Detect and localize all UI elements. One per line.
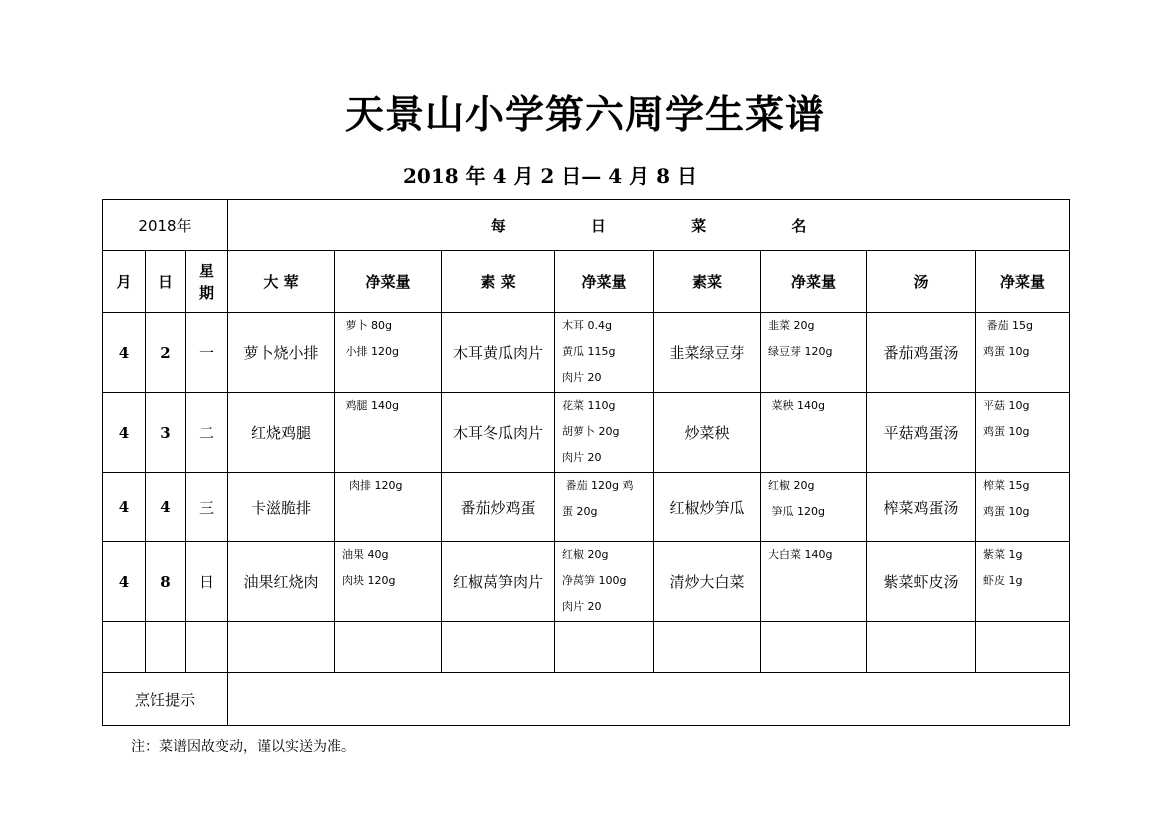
day-cell: 3 [146, 393, 186, 473]
cooking-tips-row [103, 673, 1070, 726]
main-dish-cell: 卡滋脆排 [228, 473, 335, 542]
page-title: 天景山小学第六周学生菜谱 [344, 93, 825, 138]
ingredient-line: 油果 40g [342, 548, 389, 561]
ingredient-line: 红椒 20g [768, 479, 815, 492]
veg1-dish-cell: 红椒莴笋肉片 [442, 542, 555, 622]
date-range: 2018 年 4 月 2 日— 4 月 8 日 [403, 164, 697, 188]
col-day: 日 [146, 251, 186, 313]
main-net-cell [335, 542, 442, 622]
weekday-cell: 三 [186, 473, 228, 542]
col-month: 月 [103, 251, 146, 313]
veg2-net-cell [761, 542, 867, 622]
main-net-cell [335, 473, 442, 542]
day-cell: 4 [146, 473, 186, 542]
soup-net-cell [976, 393, 1070, 473]
soup-net-cell [976, 542, 1070, 622]
footnote: 注：菜谱因故变动，谨以实送为准。 [131, 739, 355, 755]
weekday-cell: 日 [186, 542, 228, 622]
veg2-dish-cell: 清炒大白菜 [654, 542, 761, 622]
veg1-dish-cell: 番茄炒鸡蛋 [442, 473, 555, 542]
ingredient-line: 鸡腿 140g [342, 399, 399, 412]
col-weekday-label: 星 期 [198, 261, 214, 302]
soup-cell: 紫菜虾皮汤 [867, 542, 976, 622]
ingredient-line: 肉片 20 [562, 600, 602, 613]
ingredient-line: 胡萝卜 20g [562, 425, 620, 438]
day-cell: 2 [146, 313, 186, 393]
weekday-cell: 二 [186, 393, 228, 473]
veg2-dish-cell: 红椒炒笋瓜 [654, 473, 761, 542]
ingredient-line: 鸡蛋 10g [983, 345, 1030, 358]
table-row [103, 542, 1070, 622]
table-row [103, 393, 1070, 473]
veg1-net-cell [555, 393, 654, 473]
menu-table [102, 199, 1070, 726]
table-row [103, 313, 1070, 393]
ingredient-line: 肉块 120g [342, 574, 396, 587]
month-cell: 4 [103, 393, 146, 473]
ingredient-line: 榨菜 15g [983, 479, 1030, 492]
veg2-net-cell [761, 313, 867, 393]
daily-menu-header: 每 日 菜 名 [228, 200, 1070, 251]
col-veg-1: 素 菜 [442, 251, 555, 313]
soup-cell: 榨菜鸡蛋汤 [867, 473, 976, 542]
cooking-tips-label: 烹饪提示 [103, 673, 228, 726]
veg1-dish-cell: 木耳冬瓜肉片 [442, 393, 555, 473]
ingredient-line: 肉排 120g [342, 479, 403, 492]
soup-cell: 番茄鸡蛋汤 [867, 313, 976, 393]
col-net-3: 净菜量 [761, 251, 867, 313]
ingredient-line: 平菇 10g [983, 399, 1030, 412]
ingredient-line: 小排 120g [342, 345, 399, 358]
veg2-dish-cell: 韭菜绿豆芽 [654, 313, 761, 393]
col-soup: 汤 [867, 251, 976, 313]
ingredient-line: 红椒 20g [562, 548, 609, 561]
col-main-dish: 大 荤 [228, 251, 335, 313]
ingredient-line: 菜秧 140g [768, 399, 825, 412]
veg2-net-cell [761, 393, 867, 473]
month-cell: 4 [103, 542, 146, 622]
soup-net-cell [976, 313, 1070, 393]
ingredient-line: 净莴笋 100g [562, 574, 627, 587]
soup-cell: 平菇鸡蛋汤 [867, 393, 976, 473]
ingredient-line: 萝卜 80g [342, 319, 392, 332]
col-veg-2: 素菜 [654, 251, 761, 313]
ingredient-line: 虾皮 1g [983, 574, 1023, 587]
ingredient-line: 木耳 0.4g [562, 319, 612, 332]
cooking-tips-content [228, 673, 1070, 726]
empty-row [103, 622, 1070, 673]
header-row-columns [103, 251, 1070, 313]
weekday-cell: 一 [186, 313, 228, 393]
ingredient-line: 紫菜 1g [983, 548, 1023, 561]
ingredient-line: 蛋 20g [562, 505, 598, 518]
col-net-1: 净菜量 [335, 251, 442, 313]
col-net-4: 净菜量 [976, 251, 1070, 313]
month-cell: 4 [103, 473, 146, 542]
main-dish-cell: 红烧鸡腿 [228, 393, 335, 473]
ingredient-line: 鸡蛋 10g [983, 505, 1030, 518]
main-net-cell [335, 313, 442, 393]
main-dish-cell: 萝卜烧小排 [228, 313, 335, 393]
ingredient-line: 韭菜 20g [768, 319, 815, 332]
ingredient-line: 鸡蛋 10g [983, 425, 1030, 438]
ingredient-line: 绿豆芽 120g [768, 345, 833, 358]
veg1-net-cell [555, 313, 654, 393]
col-weekday [186, 251, 228, 313]
header-row-top [103, 200, 1070, 251]
veg1-dish-cell: 木耳黄瓜肉片 [442, 313, 555, 393]
main-net-cell [335, 393, 442, 473]
month-cell: 4 [103, 313, 146, 393]
veg2-net-cell [761, 473, 867, 542]
col-net-2: 净菜量 [555, 251, 654, 313]
table-row [103, 473, 1070, 542]
day-cell: 8 [146, 542, 186, 622]
soup-net-cell [976, 473, 1070, 542]
year-label: 2018年 [103, 200, 228, 251]
veg2-dish-cell: 炒菜秧 [654, 393, 761, 473]
ingredient-line: 笋瓜 120g [768, 505, 825, 518]
ingredient-line: 肉片 20 [562, 371, 602, 384]
ingredient-line: 黄瓜 115g [562, 345, 616, 358]
ingredient-line: 花菜 110g [562, 399, 616, 412]
ingredient-line: 番茄 15g [983, 319, 1033, 332]
veg1-net-cell [555, 542, 654, 622]
ingredient-line: 番茄 120g 鸡 [562, 479, 634, 492]
ingredient-line: 肉片 20 [562, 451, 602, 464]
main-dish-cell: 油果红烧肉 [228, 542, 335, 622]
ingredient-line: 大白菜 140g [768, 548, 833, 561]
veg1-net-cell [555, 473, 654, 542]
